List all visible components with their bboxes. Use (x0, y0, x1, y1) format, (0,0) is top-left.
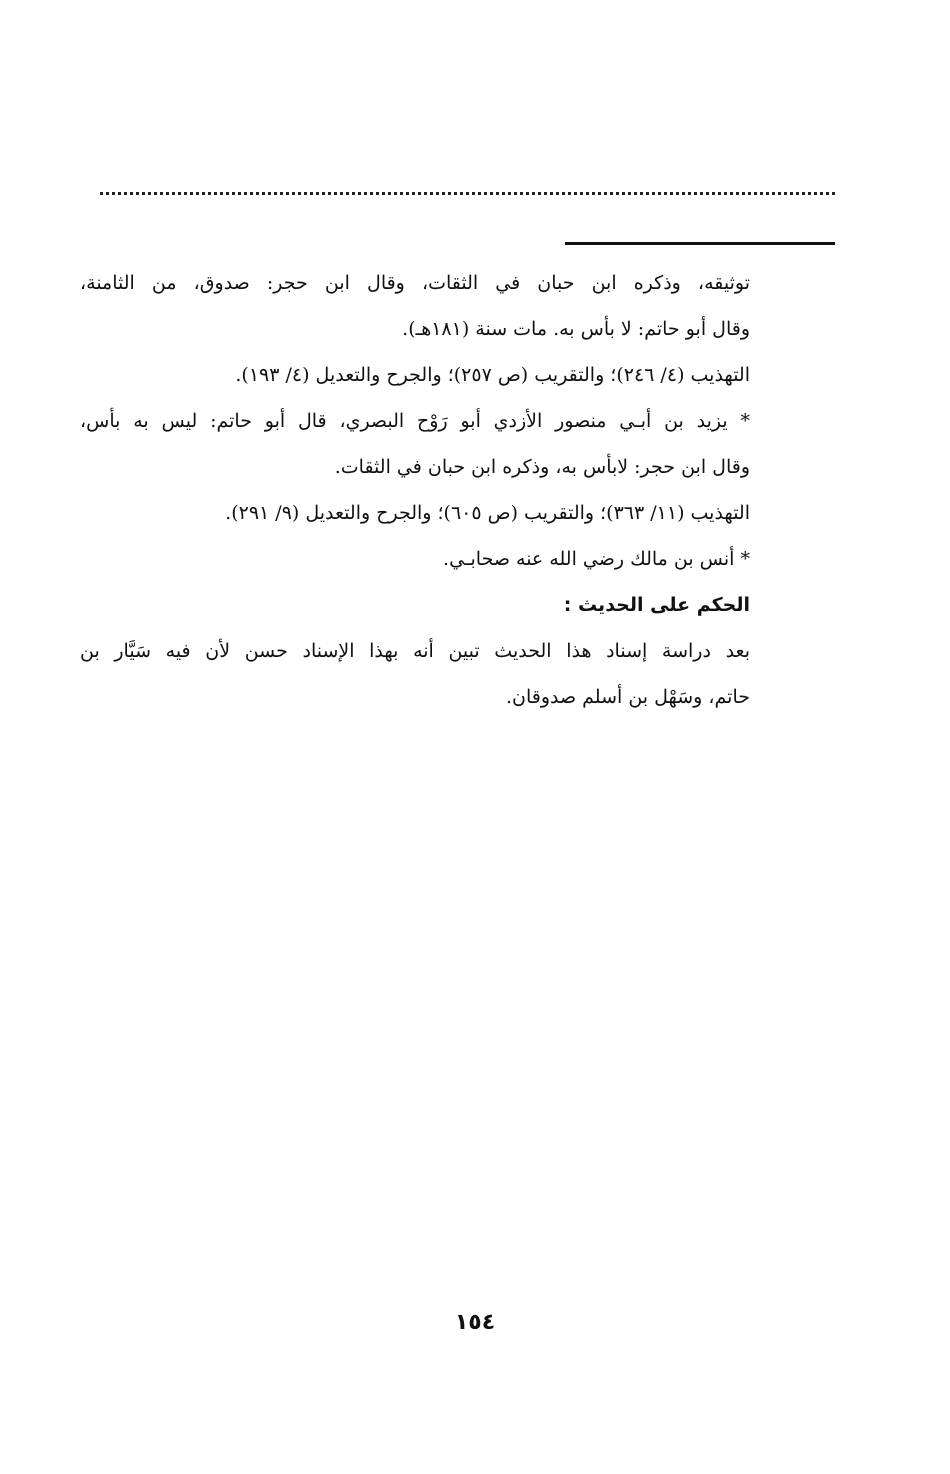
text-line: حاتم، وسَهْل بن أسلم صدوقان. (505, 686, 750, 708)
text-line: بعد دراسة إسناد هذا الحديث تبين أنه بهذا الإسناد حسن لأن فيه سَيَّار بن (80, 640, 750, 662)
text-line: وقال أبو حاتم: لا بأس به. مات سنة (١٨١هـ). (402, 318, 750, 340)
text-line: توثيقه، وذكره ابن حبان في الثقات، وقال ابن حجر: صدوق، من الثامنة، (80, 272, 750, 294)
page-body (80, 260, 750, 720)
footnote-rule (565, 242, 835, 245)
text-line: التهذيب (٤/ ٢٤٦)؛ والتقريب (ص ٢٥٧)؛ والجرح والتعديل (٤/ ١٩٣). (235, 364, 750, 386)
text-line: * أنس بن مالك رضي الله عنه صحابـي. (443, 548, 750, 570)
text-line: التهذيب (١١/ ٣٦٣)؛ والتقريب (ص ٦٠٥)؛ والجرح والتعديل (٩/ ٢٩١). (225, 502, 750, 524)
text-line: وقال ابن حجر: لابأس به، وذكره ابن حبان في الثقات. (334, 456, 750, 478)
text-line: * يزيد بن أبـي منصور الأزدي أبو رَوْح البصري، قال أبو حاتم: ليس به بأس، (80, 410, 750, 432)
section-heading: الحكم على الحديث : (563, 594, 750, 616)
dotted-separator (100, 192, 835, 195)
page-number: ١٥٤ (454, 1310, 496, 1335)
